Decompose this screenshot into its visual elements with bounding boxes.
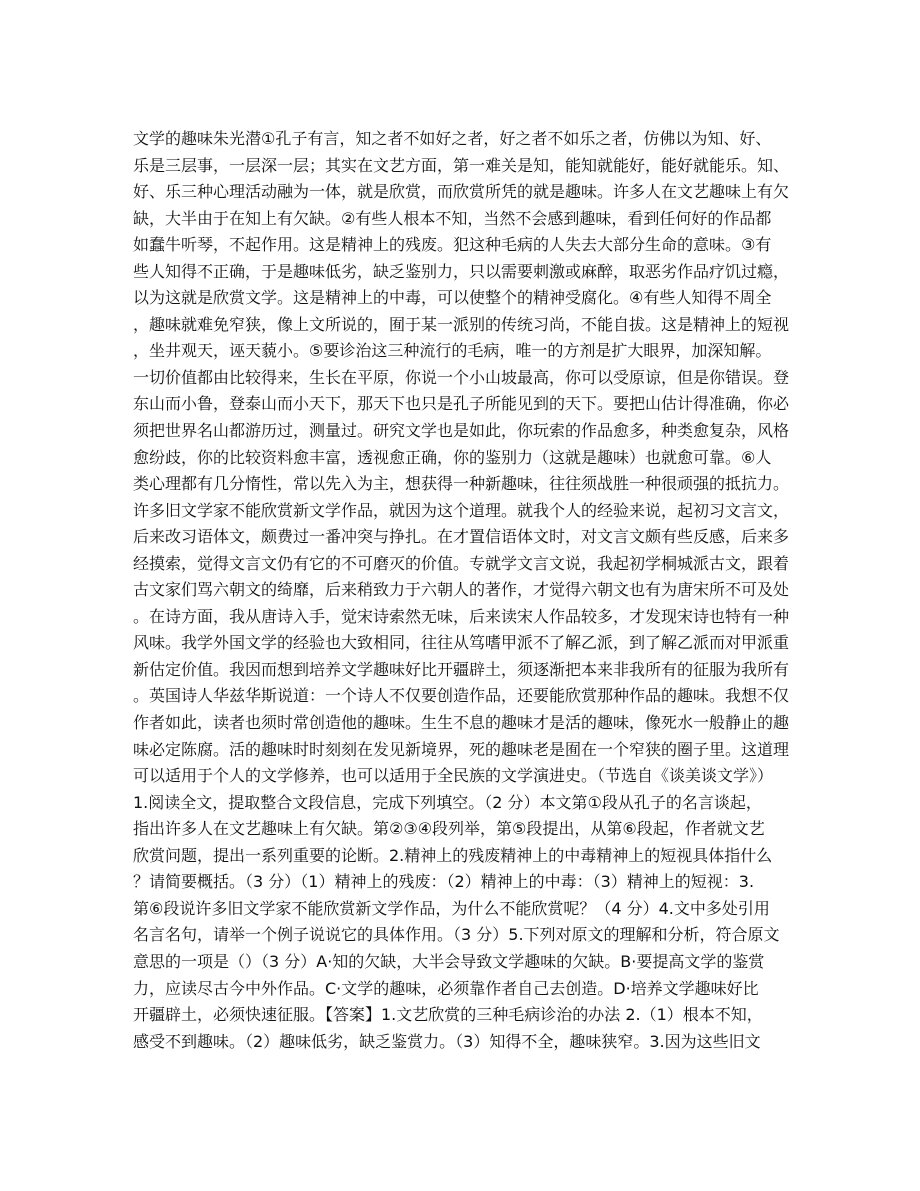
text-line-6: 些人知得不正确，于是趣味低劣，缺乏鉴别力，只以需要刺激或麻醉，取恶劣作品疗饥过瘾， — [133, 261, 790, 281]
text-line-11: 东山而小鲁，登泰山而小天下，那天下也只是孔子所能见到的天下。要把山估计得准确，你必 — [133, 394, 790, 414]
text-line-15: 许多旧文学家不能欣赏新文学作品，就因为这个道理。就我个人的经验来说，起初习文言文， — [133, 500, 790, 520]
text-line-24: 味必定陈腐。活的趣味时时刻刻在发见新境界，死的趣味老是囿在一个窄狭的圈子里。这道理 — [133, 739, 790, 759]
question-line-2: 指出许多人在文艺趣味上有欠缺。第②③④段列举，第⑤段提出，从第⑥段起，作者就文艺 — [133, 819, 765, 839]
text-line-17: 经摸索，觉得文言文仍有它的不可磨灭的价值。专就学文言文说，我起初学桐城派古文，跟着 — [133, 553, 790, 573]
question-line-7: 意思的一项是（）（3 分）A·知的欠缺，大半会导致文学趣味的欠缺。B·要提高文学的鉴赏 — [133, 951, 765, 971]
text-line-12: 须把世界名山都游历过，测量过。研究文学也是如此，你玩索的作品愈多，种类愈复杂，风格 — [133, 421, 790, 441]
text-line-23: 作者如此，读者也须时常创造他的趣味。生生不息的趣味才是活的趣味，像死水一般静止的趣 — [133, 713, 790, 733]
text-line-25: 可以适用于个人的文学修养，也可以适用于全民族的文学演进史。（节选自《谈美谈文学》） — [133, 766, 774, 786]
text-line-14: 类心理都有几分惰性，常以先入为主，想获得一种新趣味，往往须战胜一种很顽强的抵抗力。 — [133, 474, 790, 494]
question-line-6: 名言名句，请举一个例子说说它的具体作用。（3 分）5.下列对原文的理解和分析，符合原文 — [133, 925, 780, 945]
text-line-7: 以为这就是欣赏文学。这是精神上的中毒，可以使整个的精神受腐化。④有些人知得不周全 — [133, 288, 772, 308]
text-line-2: 乐是三层事，一层深一层；其实在文艺方面，第一难关是知，能知就能好，能好就能乐。知、 — [133, 155, 790, 175]
text-line-1: 文学的趣味朱光潜①孔子有言，知之者不如好之者，好之者不如乐之者，仿佛以为知、好、 — [133, 129, 772, 148]
text-line-10: 一切价值都由比较得来，生长在平原，你说一个小山坡最高，你可以受原谅，但是你错误。登 — [133, 367, 790, 387]
text-line-22: 。英国诗人华兹华斯说道：一个诗人不仅要创造作品，还要能欣赏那种作品的趣味。我想不仅 — [133, 686, 790, 706]
article-text — [133, 126, 793, 1055]
question-line-1: 1.阅读全文，提取整合文段信息，完成下列填空。（2 分）本文第①段从孔子的名言谈起， — [133, 792, 762, 812]
question-line-5: 第⑥段说许多旧文学家不能欣赏新文学作品，为什么不能欣赏呢？（4 分）4.文中多处引用 — [133, 898, 770, 918]
question-line-4: ？请简要概括。（3 分）（1）精神上的残废：（2）精神上的中毒：（3）精神上的短视：3. — [133, 872, 755, 892]
text-line-21: 新估定价值。我因而想到培养文学趣味好比开疆辟土，须逐渐把本来非我所有的征服为我所有 — [133, 659, 790, 679]
text-line-5: 如蠢牛听琴，不起作用。这是精神上的残废。犯这种毛病的人失去大部分生命的意味。③有 — [133, 235, 772, 255]
text-line-8: ，趣味就难免窄狭，像上文所说的，囿于某一派别的传统习尚，不能自拔。这是精神上的短视 — [133, 314, 790, 334]
answer-line-2: 感受不到趣味。（2）趣味低劣，缺乏鉴赏力。（3）知得不全，趣味狭窄。3.因为这些旧文 — [133, 1031, 761, 1051]
text-line-20: 风味。我学外国文学的经验也大致相同，往往从笃嗜甲派不了解乙派，到了解乙派而对甲派重 — [133, 633, 790, 653]
text-line-16: 后来改习语体文，颇费过一番冲突与挣扎。在才置信语体文时，对文言文颇有些反感，后来多 — [133, 527, 790, 547]
question-line-8: 力，应读尽古今中外作品。C·文学的趣味，必须靠作者自己去创造。D·培养文学趣味好比 — [133, 978, 759, 998]
text-line-19: 。在诗方面，我从唐诗入手，觉宋诗索然无味，后来读宋人作品较多，才发现宋诗也特有一种 — [133, 606, 790, 626]
text-line-9: ，坐井观天，诬天藐小。⑤要诊治这三种流行的毛病，唯一的方剂是扩大眼界，加深知解。 — [133, 341, 772, 361]
text-line-4: 缺，大半由于在知上有欠缺。②有些人根本不知，当然不会感到趣味，看到任何好的作品都 — [133, 208, 772, 228]
answer-line-1: 开疆辟土，必须快速征服。【答案】1.文艺欣赏的三种毛病诊治的办法 2.（1）根本不知， — [133, 1005, 763, 1025]
text-line-18: 古文家们骂六朝文的绮靡，后来稍致力于六朝人的著作，才觉得六朝文也有为唐宋所不可及处 — [133, 580, 790, 600]
text-line-13: 愈纷歧，你的比较资料愈丰富，透视愈正确，你的鉴别力（这就是趣味）也就愈可靠。⑥人 — [133, 447, 772, 467]
text-line-3: 好、乐三种心理活动融为一体，就是欣赏，而欣赏所凭的就是趣味。许多人在文艺趣味上有欠 — [133, 182, 790, 202]
question-line-3: 欣赏问题，提出一系列重要的论断。2.精神上的残废精神上的中毒精神上的短视具体指什么 — [133, 845, 773, 865]
